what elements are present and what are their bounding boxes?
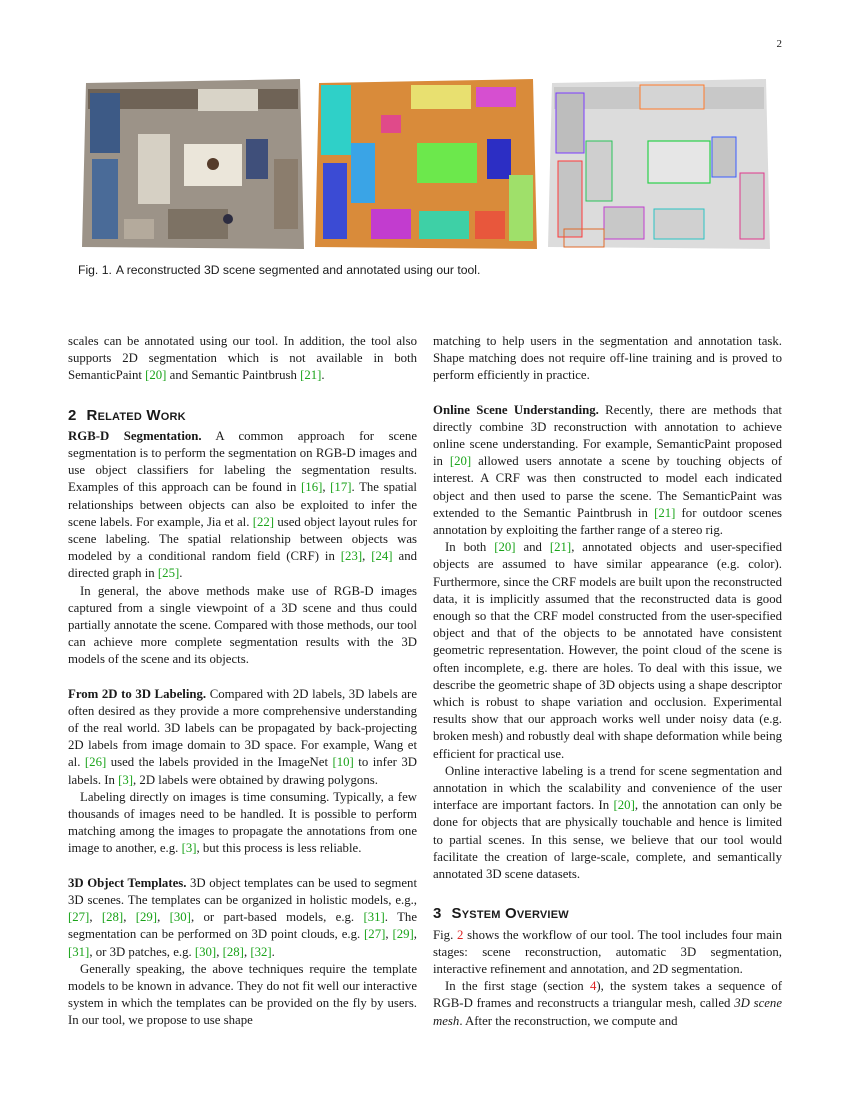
figure-panel-segmentation [311, 79, 539, 251]
citation-link[interactable]: [21] [654, 505, 676, 520]
right-column [433, 333, 782, 1030]
paragraph-heading: From 2D to 3D Labeling. [68, 686, 207, 701]
paragraph: 3D Object Templates. 3D object templates can be used to segment 3D scenes. The templates can be organized in holistic models, e.g., [27], [28], [29], [30], or part-based models, e.g. [31]. The segmentation can be performed on 3D point clouds, e.g. [27], [29], [31], or 3D patches, e.g. [30], [28], [32]. [68, 875, 418, 959]
citation-link[interactable]: [25] [157, 566, 180, 581]
citation-link[interactable]: [10] [332, 755, 354, 770]
citation-link[interactable]: [29] [392, 927, 414, 942]
paragraph: Generally speaking, the above techniques require the template models to be known in advance. They do not fit well our interactive system in which the templates can be provided on the fly by users. In our tool, we propose to use shape [68, 961, 417, 1028]
citation-link[interactable]: [21] [300, 368, 322, 383]
citation-link[interactable]: [20] [145, 368, 167, 383]
citation-link[interactable]: [22] [252, 514, 275, 529]
figure-reference-link[interactable]: 2 [457, 927, 464, 942]
paragraph: Online interactive labeling is a trend for scene segmentation and annotation in which the scalability and convenience of the user interface are important factors. In [20], the annotation can only be done for objects that are physically touchable and hence is limited to partial scenes. In this sense, we believe that our tool would facilitate the creation of large-scale, complete, and semantically annotated 3D scene datasets. [433, 763, 782, 882]
page-number: 2 [776, 38, 782, 50]
paragraph: From 2D to 3D Labeling. Compared with 2D labels, 3D labels are often desired as they provide a more comprehensive understanding of the real world. 3D labels can be propagated by back-projecting 2D labels from image domain to 3D space. For example, Wang et al. [26] used the labels provided in the ImageNet [10] to infer 3D labels. In [3], 2D labels were obtained by drawing polygons. [68, 686, 417, 787]
section-reference-link[interactable]: 4 [589, 979, 597, 994]
paragraph: matching to help users in the segmentation and annotation task. Shape matching does not require off-line training and is proved to perform efficiently in practice. [433, 334, 782, 383]
citation-link[interactable]: [30] [194, 944, 217, 959]
emphasis-term: 3D scene mesh [433, 996, 783, 1028]
citation-link[interactable]: [23] [340, 549, 363, 564]
paragraph: In both [20] and [21], annotated objects and user-specified objects are assumed to have similar appearance (e.g. color). Furthermore, since the CRF models are built upon the reconstructed data, it is implicitly assumed that the reconstructed data is good enough so that the CRF model constructed from the user-specified object and that of the objects to be annotated have consistent geometric representation. However, the point cloud of the scene is often incomplete, e.g. there are holes. To deal with this issue, we describe the geometric shape of 3D objects using a shape descriptor which is robust to shape variation and occlusion. Experimental results show that our approach works well under noisy data (e.g. broken mesh) and robustly deal with shape deformation while being efficient for practical use. [433, 540, 782, 761]
citation-link[interactable]: [27] [68, 910, 90, 925]
figure-panel-reconstruction [78, 79, 306, 251]
paragraph: Online Scene Understanding. Recently, there are methods that directly combine 3D reconstruction with annotation to achieve online scene understanding. For example, SemanticPaint proposed in [20] allowed users annotate a scene by touching objects of interest. A CRF was then constructed to model each indicated object and then used to parse the scene. The SemanticPaint was extended to the Semantic Paintbrush in [21] for outdoor scenes annotation by exploiting the farther range of a stereo rig. [433, 402, 782, 538]
citation-link[interactable]: [16] [301, 480, 323, 495]
citation-link[interactable]: [20] [494, 540, 516, 555]
citation-link[interactable]: [28] [101, 910, 124, 925]
citation-link[interactable]: [30] [169, 910, 191, 925]
citation-link[interactable]: [31] [363, 910, 385, 925]
paragraph: In the first stage (section 4), the system takes a sequence of RGB-D frames and reconstructs a triangular mesh, called 3D scene mesh. After the reconstruction, we compute and [433, 979, 783, 1028]
citation-link[interactable]: [32] [250, 944, 272, 959]
paragraph-heading: RGB-D Segmentation. [68, 428, 202, 443]
figure-1 [78, 79, 772, 251]
citation-link[interactable]: [27] [364, 927, 386, 942]
citation-link[interactable]: [3] [118, 772, 134, 787]
paragraph: Fig. 2 shows the workflow of our tool. The tool includes four main stages: scene reconstruction, automatic 3D segmentation, interactive refinement and annotation, and 2D segmentation. [433, 927, 782, 976]
paragraph-heading: 3D Object Templates. [68, 875, 187, 890]
citation-link[interactable]: [3] [181, 841, 197, 856]
citation-link[interactable]: [28] [222, 944, 244, 959]
citation-link[interactable]: [20] [449, 454, 472, 469]
citation-link[interactable]: [21] [549, 540, 572, 555]
left-column [68, 333, 417, 1030]
paragraph: scales can be annotated using our tool. In addition, the tool also supports 2D segmentation which is not available in both SemanticPaint [20] and Semantic Paintbrush [21]. [68, 334, 417, 383]
figure-caption [78, 263, 772, 277]
figure-caption-text: A reconstructed 3D scene segmented and annotated using our tool. [115, 263, 481, 277]
paragraph: Labeling directly on images is time consuming. Typically, a few thousands of images need to be handled. It is possible to perform matching among the images to propagate the annotations from one image to another, e.g. [3], but this process is less reliable. [68, 789, 417, 856]
paragraph: RGB-D Segmentation. A common approach for scene segmentation is to perform the segmentation on RGB-D images and use object classifiers for labeling the segmentation results. Examples of this approach can be found in [16], [17]. The spatial relationships between objects can also be exploited to infer the scene labels. For example, Jia et al. [22] used object layout rules for scene labeling. The spatial relationship between objects was modeled by a conditional random field (CRF) in [23], [24] and directed graph in [25]. [68, 428, 417, 581]
citation-link[interactable]: [26] [84, 755, 107, 770]
figure-panel-annotation [544, 79, 772, 251]
citation-link[interactable]: [17] [330, 480, 352, 495]
citation-link[interactable]: [24] [371, 549, 393, 564]
paragraph-heading: Online Scene Understanding. [433, 402, 599, 417]
figure-label: Fig. 1. [78, 263, 112, 277]
section-heading-related-work: 2 Related Work [68, 406, 186, 424]
section-heading-system-overview: 3 System Overview [433, 905, 569, 923]
citation-link[interactable]: [31] [68, 944, 90, 959]
paragraph: In general, the above methods make use of RGB-D images captured from a single viewpoint of a 3D scene and thus could partially annotate the scene. Compared with those methods, our tool can achieve more complete segmentation results with the 3D models of the scene and its objects. [68, 583, 417, 667]
citation-link[interactable]: [29] [135, 910, 158, 925]
citation-link[interactable]: [20] [613, 798, 635, 813]
